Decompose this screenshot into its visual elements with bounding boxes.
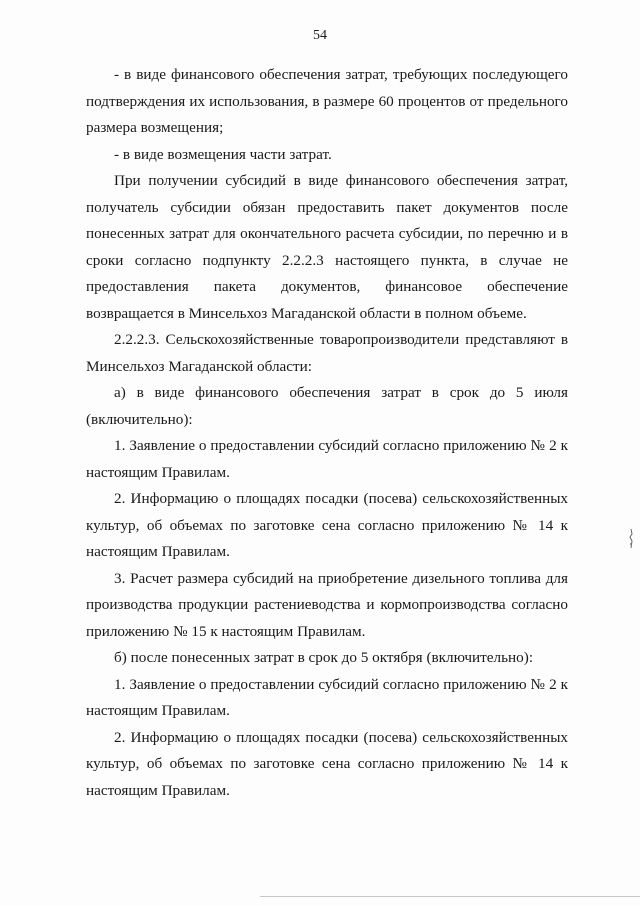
scan-margin-mark [627,528,635,550]
paragraph: б) после понесенных затрат в срок до 5 октября (включительно): [114,649,534,666]
paragraph: - в виде возмещения части затрат. [114,145,332,163]
paragraph: - в виде финансового обеспечения затрат, требующих последующего подтверждения их использования, в размере 60 процентов от предельного размера возмещения; [86,66,568,136]
paragraph: При получении субсидий в виде финансового обеспечения затрат, получатель субсидии обязан предоставить пакет документов после понесенных затрат для окончательного расчета субсидии, по перечню и в сроки согласно подпункту 2.2.2.3 настоящего пункта, в случае не предоставления пакета документов, финансовое обеспечение возвращается в Минсельхоз Магаданской области в полном объеме. [86,172,568,322]
paragraph: а) в виде финансового обеспечения затрат в срок до 5 июля (включительно): [86,384,568,428]
paragraph: 2.2.2.3. Сельскохозяйственные товаропроизводители представляют в Минсельхоз Магаданской области: [86,331,568,375]
paragraph: 3. Расчет размера субсидий на приобретение дизельного топлива для производства продукции растениеводства и кормопроизводства согласно приложению № 15 к настоящим Правилам. [86,569,568,640]
paragraph: 1. Заявление о предоставлении субсидий согласно приложению № 2 к настоящим Правилам. [86,437,568,481]
page-number: 54 [313,28,327,43]
document-body [86,62,568,804]
scan-edge-line [260,896,640,897]
paragraph: 1. Заявление о предоставлении субсидий согласно приложению № 2 к настоящим Правилам. [86,675,568,719]
paragraph: 2. Информацию о площадях посадки (посева) сельскохозяйственных культур, об объемах по заготовке сена согласно приложению № 14 к настоящим Правилам. [86,490,568,560]
paragraph: 2. Информацию о площадях посадки (посева) сельскохозяйственных культур, об объемах по заготовке сена согласно приложению № 14 к настоящим Правилам. [86,728,568,799]
